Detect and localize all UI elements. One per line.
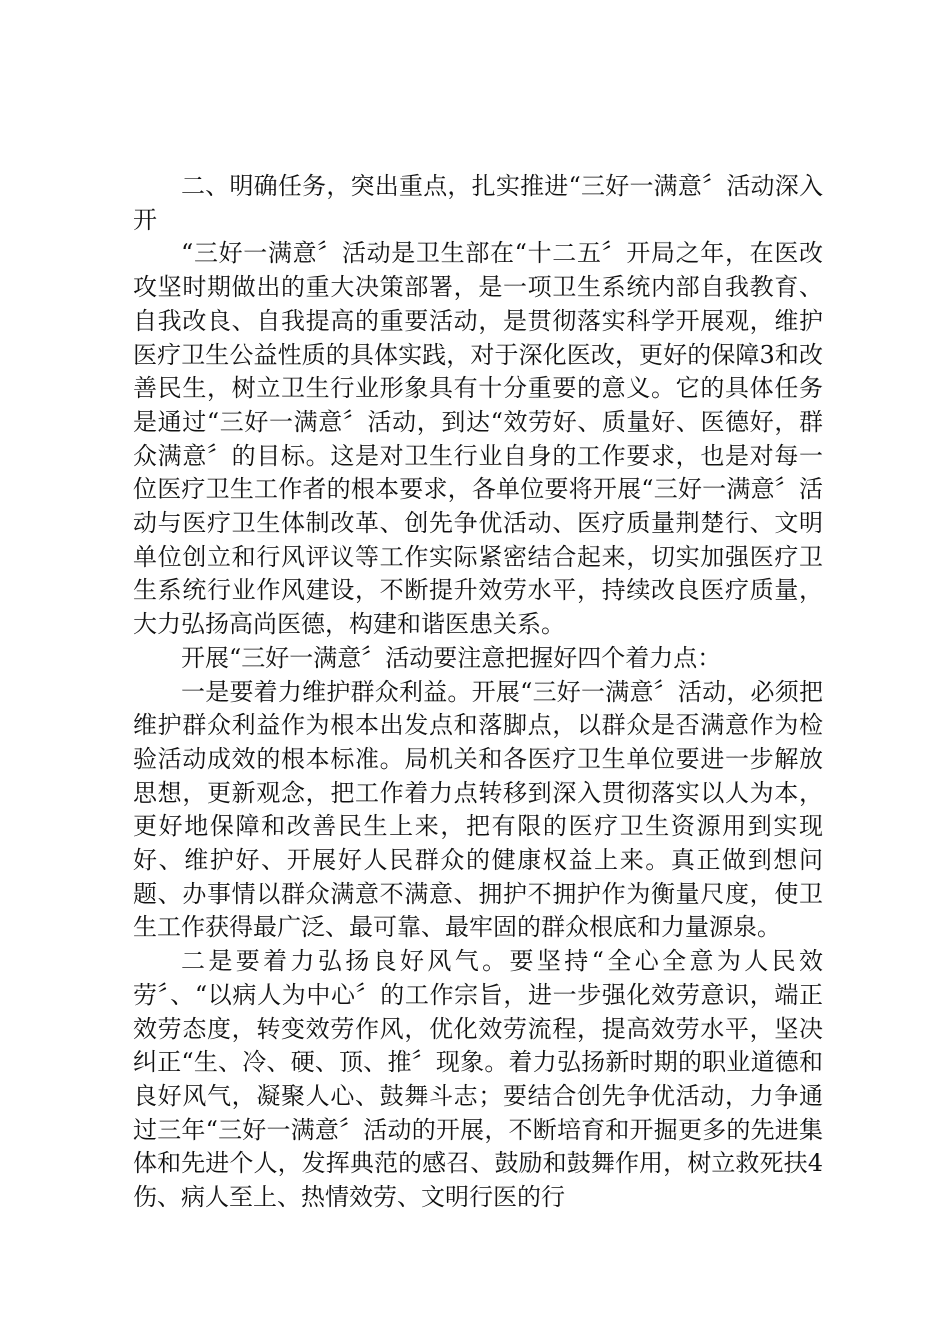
- paragraph: “三好一满意〞活动是卫生部在“十二五〞开局之年，在医改攻坚时期做出的重大决策部署，是一项卫生系统内部自我教育、自我改良、自我提高的重要活动，是贯彻落实科学开展观，维护医疗卫生公益性质的具体实践，对于深化医改，更好的保障3和改善民生，树立卫生行业形象具有十分重要的意义。它的具体任务是通过“三好一满意〞活动，到达“效劳好、质量好、医德好，群众满意〞的目标。这是对卫生行业自身的工作要求，也是对每一位医疗卫生工作者的根本要求，各单位要将开展“三好一满意〞活动与医疗卫生体制改革、创先争优活动、医疗质量荆楚行、文明单位创立和行风评议等工作实际紧密结合起来，切实加强医疗卫生系统行业作风建设，不断提升效劳水平，持续改良医疗质量，大力弘扬高尚医德，构建和谐医患关系。: [133, 239, 823, 639]
- paragraph: 一是要着力维护群众利益。开展“三好一满意〞活动，必须把维护群众利益作为根本出发点和落脚点，以群众是否满意作为检验活动成效的根本标准。局机关和各医疗卫生单位要进一步解放思想，更新观念，把工作着力点转移到深入贯彻落实以人为本，更好地保障和改善民生上来，把有限的医疗卫生资源用到实现好、维护好、开展好人民群众的健康权益上来。真正做到想问题、办事情以群众满意不满意、拥护不拥护作为衡量尺度，使卫生工作获得最广泛、最可靠、最牢固的群众根底和力量源泉。: [133, 677, 823, 942]
- section-heading: 二、明确任务，突出重点，扎实推进“三好一满意〞活动深入开: [133, 172, 823, 234]
- paragraph: 开展“三好一满意〞活动要注意把握好四个着力点：: [181, 643, 722, 672]
- document-body: [133, 170, 823, 1215]
- paragraph: 二是要着力弘扬良好风气。要坚持“全心全意为人民效劳〞、“以病人为中心〞的工作宗旨，进一步强化效劳意识，端正效劳态度，转变效劳作风，优化效劳流程，提高效劳水平，坚决纠正“生、冷、硬、顶、推〞现象。着力弘扬新时期的职业道德和良好风气，凝聚人心、鼓舞斗志；要结合创先争优活动，力争通过三年“三好一满意〞活动的开展，不断培育和开掘更多的先进集体和先进个人，发挥典范的感召、鼓励和鼓舞作用，树立救死扶4伤、病人至上、热情效劳、文明行医的行: [133, 947, 823, 1212]
